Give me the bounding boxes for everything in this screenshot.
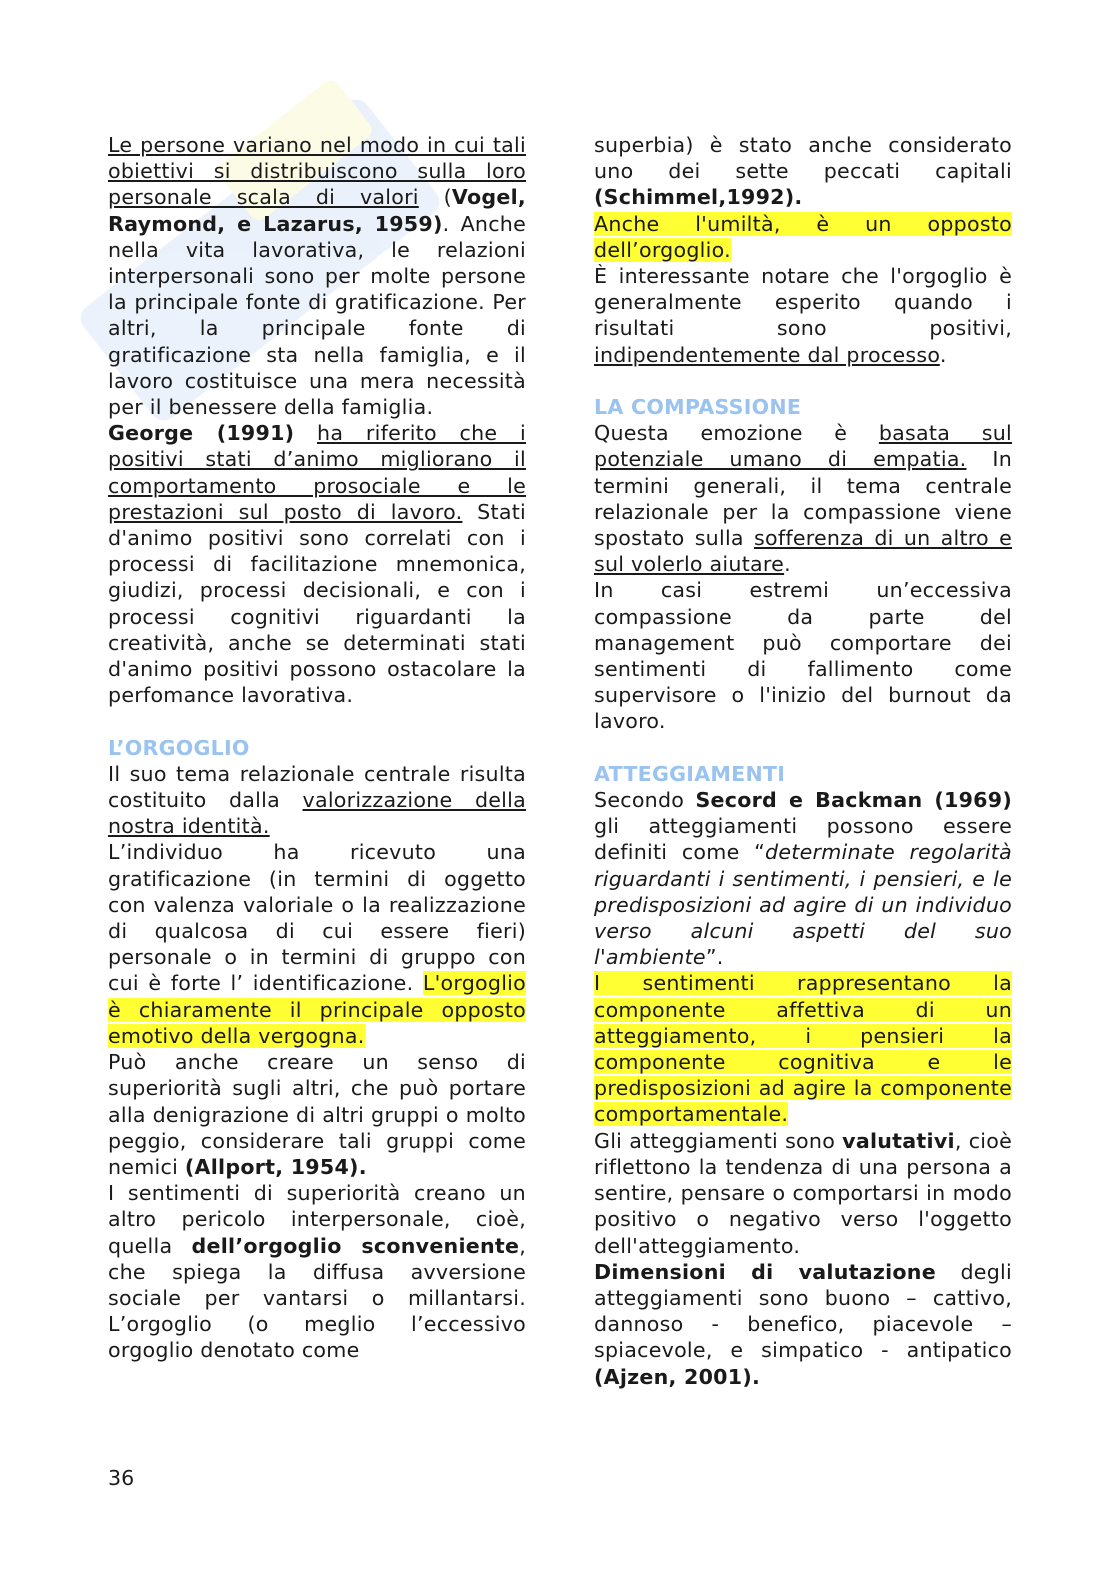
paragraph-valutativi: Gli atteggiamenti sono valutativi, cioè riflettono la tendenza di una persona a sentire, pensare o comportarsi in modo positivo o negativo verso l'oggetto dell'atteggiamento. bbox=[594, 1128, 1013, 1258]
paragraph-superiorita: Può anche creare un senso di superiorità sugli altri, che può portare alla denigrazione di altri gruppi o molto peggio, considerare tali gruppi come nemici (Allport, 1954). bbox=[108, 1050, 526, 1179]
paragraph-superbia: superbia) è stato anche considerato uno dei sette peccati capitali (Schimmel,1992). bbox=[594, 133, 1012, 210]
paragraph-esperito: È interessante notare che l'orgoglio è generalmente esperito quando i risultati sono positivi, indipendentemente dal processo. bbox=[594, 264, 1012, 367]
paragraph-valori: Le persone variano nel modo in cui tali obiettivi si distribuiscono sulla loro personale scala di valori (Vogel, Raymond, e Lazarus, 1959). Anche nella vita lavorativa, le relazioni interpersonali sono per molte persone la principale fonte di gratificazione. Per altri, la principale fonte di gratificazione sta nella famiglia, e il lavoro costituisce una mera necessità per il benessere della famiglia. bbox=[108, 133, 526, 420]
paragraph-empatia: Questa emozione è basata sul potenziale umano di empatia. In termini generali, il tema centrale relazionale per la compassione viene spostato sulla sofferenza di un altro e sul volerlo aiutare. bbox=[594, 421, 1013, 577]
paragraph-george: George (1991) ha riferito che i positivi stati d’animo migliorano il comportamento prosociale e le prestazioni sul posto di lavoro. Stati d'animo positivi sono correlati con i processi di facilitazione mnemonica, giudizi, processi decisionali, e con i processi cognitivi riguardanti la creatività, anche se determinati stati d'animo positivi possono ostacolare la perfomance lavorativa. bbox=[108, 421, 526, 708]
right-column bbox=[594, 132, 1012, 1390]
heading-atteggiamenti: ATTEGGIAMENTI bbox=[594, 761, 786, 786]
paragraph-tema-relazionale: Il suo tema relazionale centrale risulta costituito dalla valorizzazione della nostra identità. bbox=[108, 761, 526, 839]
paragraph-dimensioni: Dimensioni di valutazione degli atteggiamenti sono buono – cattivo, dannoso - benefico, piacevole – spiacevole, e simpatico - antipatico (Ajzen, 2001). bbox=[594, 1259, 1012, 1389]
paragraph-casi-estremi: In casi estremi un’eccessiva compassione da parte del management può comportare dei sentimenti di fallimento come supervisore o l'inizio del burnout da lavoro. bbox=[594, 578, 1012, 734]
paragraph-componenti: I sentimenti rappresentano la componente affettiva di un atteggiamento, i pensieri la componente cognitiva e le predisposizioni ad agire la componente comportamentale. bbox=[594, 971, 1012, 1127]
paragraph-individuo: L’individuo ha ricevuto una gratificazione (in termini di oggetto con valenza valoriale o la realizzazione di qualcosa di cui essere fieri) personale o in termini di gruppo con cui è forte l’ identificazione. L'orgoglio è chiaramente il principale opposto emotivo della vergogna. bbox=[108, 840, 526, 1048]
heading-orgoglio: L’ORGOGLIO bbox=[108, 735, 250, 760]
page-number: 36 bbox=[108, 1466, 135, 1490]
paragraph-sentimenti-superiorita: I sentimenti di superiorità creano un altro pericolo interpersonale, cioè, quella dell’orgoglio sconveniente, che spiega la diffusa avversione sociale per vantarsi o millantarsi. L’orgoglio (o meglio l’eccessivo orgoglio denotato come bbox=[108, 1181, 526, 1363]
left-column bbox=[108, 132, 526, 1364]
paragraph-secord-backman: Secondo Secord e Backman (1969) gli atteggiamenti possono essere definiti come “determinate regolarità riguardanti i sentimenti, i pensieri, e le predisposizioni ad agire di un individuo verso alcuni aspetti del suo l'ambiente”. bbox=[594, 788, 1013, 970]
paragraph-umilta: Anche l'umiltà, è un opposto dell’orgoglio. bbox=[594, 211, 1012, 262]
heading-compassione: LA COMPASSIONE bbox=[594, 395, 802, 420]
